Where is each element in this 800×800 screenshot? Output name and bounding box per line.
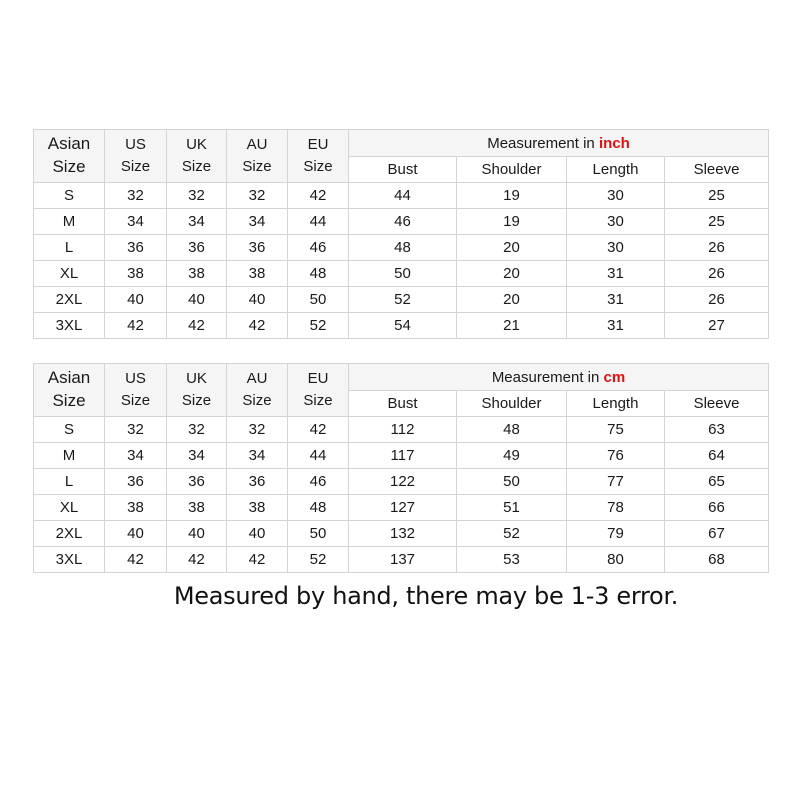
us-cell: 38 bbox=[105, 495, 167, 521]
au-cell: 38 bbox=[227, 495, 288, 521]
eu-cell: 48 bbox=[288, 261, 349, 287]
us-size-header: US Size bbox=[105, 364, 167, 417]
shoulder-cell: 52 bbox=[457, 521, 567, 547]
au-cell: 34 bbox=[227, 209, 288, 235]
au-cell: 32 bbox=[227, 417, 288, 443]
table-body bbox=[34, 183, 769, 339]
us-size-header: US Size bbox=[105, 130, 167, 183]
sleeve-cell: 25 bbox=[665, 209, 769, 235]
sleeve-cell: 26 bbox=[665, 261, 769, 287]
uk-cell: 40 bbox=[167, 521, 227, 547]
asian-cell: S bbox=[34, 183, 105, 209]
table-row bbox=[34, 287, 769, 313]
sleeve-header: Sleeve bbox=[665, 391, 769, 417]
bust-cell: 132 bbox=[349, 521, 457, 547]
au-cell: 36 bbox=[227, 235, 288, 261]
eu-cell: 42 bbox=[288, 183, 349, 209]
au-cell: 36 bbox=[227, 469, 288, 495]
asian-cell: M bbox=[34, 209, 105, 235]
eu-cell: 42 bbox=[288, 417, 349, 443]
measurement-unit-header: Measurement in inch bbox=[349, 130, 769, 157]
us-cell: 40 bbox=[105, 521, 167, 547]
bust-header: Bust bbox=[349, 157, 457, 183]
asian-cell: XL bbox=[34, 495, 105, 521]
sleeve-cell: 26 bbox=[665, 287, 769, 313]
eu-cell: 50 bbox=[288, 287, 349, 313]
length-cell: 76 bbox=[567, 443, 665, 469]
us-cell: 34 bbox=[105, 443, 167, 469]
sleeve-cell: 26 bbox=[665, 235, 769, 261]
shoulder-cell: 50 bbox=[457, 469, 567, 495]
table-row bbox=[34, 235, 769, 261]
sleeve-header: Sleeve bbox=[665, 157, 769, 183]
measurement-note: Measured by hand, there may be 1-3 error. bbox=[173, 582, 679, 610]
uk-cell: 42 bbox=[167, 313, 227, 339]
us-cell: 38 bbox=[105, 261, 167, 287]
uk-size-header: UK Size bbox=[167, 364, 227, 417]
us-cell: 34 bbox=[105, 209, 167, 235]
asian-cell: 3XL bbox=[34, 547, 105, 573]
bust-cell: 122 bbox=[349, 469, 457, 495]
table-row bbox=[34, 209, 769, 235]
bust-cell: 54 bbox=[349, 313, 457, 339]
us-cell: 42 bbox=[105, 313, 167, 339]
table-row bbox=[34, 521, 769, 547]
us-cell: 32 bbox=[105, 417, 167, 443]
bust-cell: 117 bbox=[349, 443, 457, 469]
length-header: Length bbox=[567, 157, 665, 183]
bust-cell: 52 bbox=[349, 287, 457, 313]
shoulder-cell: 19 bbox=[457, 209, 567, 235]
table-row bbox=[34, 417, 769, 443]
sleeve-cell: 25 bbox=[665, 183, 769, 209]
eu-cell: 52 bbox=[288, 547, 349, 573]
uk-cell: 42 bbox=[167, 547, 227, 573]
au-size-header: AU Size bbox=[227, 130, 288, 183]
length-cell: 77 bbox=[567, 469, 665, 495]
us-cell: 42 bbox=[105, 547, 167, 573]
shoulder-cell: 49 bbox=[457, 443, 567, 469]
shoulder-cell: 20 bbox=[457, 261, 567, 287]
table-row bbox=[34, 469, 769, 495]
bust-header: Bust bbox=[349, 391, 457, 417]
size-table-cm bbox=[33, 363, 769, 573]
shoulder-cell: 53 bbox=[457, 547, 567, 573]
shoulder-header: Shoulder bbox=[457, 157, 567, 183]
uk-cell: 36 bbox=[167, 469, 227, 495]
sleeve-cell: 66 bbox=[665, 495, 769, 521]
measurement-unit-header: Measurement in cm bbox=[349, 364, 769, 391]
shoulder-header: Shoulder bbox=[457, 391, 567, 417]
shoulder-cell: 19 bbox=[457, 183, 567, 209]
length-cell: 80 bbox=[567, 547, 665, 573]
uk-cell: 34 bbox=[167, 443, 227, 469]
au-cell: 34 bbox=[227, 443, 288, 469]
asian-cell: M bbox=[34, 443, 105, 469]
table-body bbox=[34, 417, 769, 573]
asian-cell: L bbox=[34, 469, 105, 495]
eu-cell: 52 bbox=[288, 313, 349, 339]
eu-size-header: EU Size bbox=[288, 130, 349, 183]
au-cell: 40 bbox=[227, 521, 288, 547]
length-cell: 30 bbox=[567, 209, 665, 235]
us-cell: 36 bbox=[105, 469, 167, 495]
table-row bbox=[34, 443, 769, 469]
sleeve-cell: 27 bbox=[665, 313, 769, 339]
length-cell: 75 bbox=[567, 417, 665, 443]
au-cell: 40 bbox=[227, 287, 288, 313]
shoulder-cell: 51 bbox=[457, 495, 567, 521]
sleeve-cell: 67 bbox=[665, 521, 769, 547]
bust-cell: 137 bbox=[349, 547, 457, 573]
table-row bbox=[34, 183, 769, 209]
eu-cell: 48 bbox=[288, 495, 349, 521]
asian-cell: 2XL bbox=[34, 521, 105, 547]
au-cell: 38 bbox=[227, 261, 288, 287]
unit-label: inch bbox=[598, 134, 630, 152]
au-cell: 42 bbox=[227, 547, 288, 573]
uk-cell: 32 bbox=[167, 183, 227, 209]
uk-cell: 34 bbox=[167, 209, 227, 235]
au-cell: 42 bbox=[227, 313, 288, 339]
sleeve-cell: 64 bbox=[665, 443, 769, 469]
asian-cell: XL bbox=[34, 261, 105, 287]
us-cell: 32 bbox=[105, 183, 167, 209]
asian-cell: 2XL bbox=[34, 287, 105, 313]
us-cell: 36 bbox=[105, 235, 167, 261]
length-cell: 31 bbox=[567, 313, 665, 339]
length-cell: 30 bbox=[567, 183, 665, 209]
eu-cell: 46 bbox=[288, 235, 349, 261]
asian-size-header: Asian Size bbox=[34, 364, 105, 417]
asian-size-header: Asian Size bbox=[34, 130, 105, 183]
eu-cell: 50 bbox=[288, 521, 349, 547]
length-cell: 78 bbox=[567, 495, 665, 521]
uk-cell: 32 bbox=[167, 417, 227, 443]
bust-cell: 50 bbox=[349, 261, 457, 287]
shoulder-cell: 20 bbox=[457, 287, 567, 313]
bust-cell: 127 bbox=[349, 495, 457, 521]
au-size-header: AU Size bbox=[227, 364, 288, 417]
us-cell: 40 bbox=[105, 287, 167, 313]
bust-cell: 44 bbox=[349, 183, 457, 209]
sleeve-cell: 63 bbox=[665, 417, 769, 443]
uk-cell: 38 bbox=[167, 261, 227, 287]
length-header: Length bbox=[567, 391, 665, 417]
asian-cell: 3XL bbox=[34, 313, 105, 339]
table-row bbox=[34, 313, 769, 339]
uk-cell: 36 bbox=[167, 235, 227, 261]
bust-cell: 48 bbox=[349, 235, 457, 261]
bust-cell: 46 bbox=[349, 209, 457, 235]
length-cell: 31 bbox=[567, 287, 665, 313]
uk-cell: 38 bbox=[167, 495, 227, 521]
table-row bbox=[34, 495, 769, 521]
eu-size-header: EU Size bbox=[288, 364, 349, 417]
asian-cell: L bbox=[34, 235, 105, 261]
eu-cell: 46 bbox=[288, 469, 349, 495]
sleeve-cell: 65 bbox=[665, 469, 769, 495]
shoulder-cell: 48 bbox=[457, 417, 567, 443]
uk-size-header: UK Size bbox=[167, 130, 227, 183]
asian-cell: S bbox=[34, 417, 105, 443]
uk-cell: 40 bbox=[167, 287, 227, 313]
au-cell: 32 bbox=[227, 183, 288, 209]
eu-cell: 44 bbox=[288, 209, 349, 235]
shoulder-cell: 21 bbox=[457, 313, 567, 339]
length-cell: 30 bbox=[567, 235, 665, 261]
eu-cell: 44 bbox=[288, 443, 349, 469]
unit-label: cm bbox=[603, 368, 626, 386]
bust-cell: 112 bbox=[349, 417, 457, 443]
length-cell: 79 bbox=[567, 521, 665, 547]
table-row bbox=[34, 261, 769, 287]
length-cell: 31 bbox=[567, 261, 665, 287]
sleeve-cell: 68 bbox=[665, 547, 769, 573]
size-table-inch bbox=[33, 129, 769, 339]
shoulder-cell: 20 bbox=[457, 235, 567, 261]
table-row bbox=[34, 547, 769, 573]
